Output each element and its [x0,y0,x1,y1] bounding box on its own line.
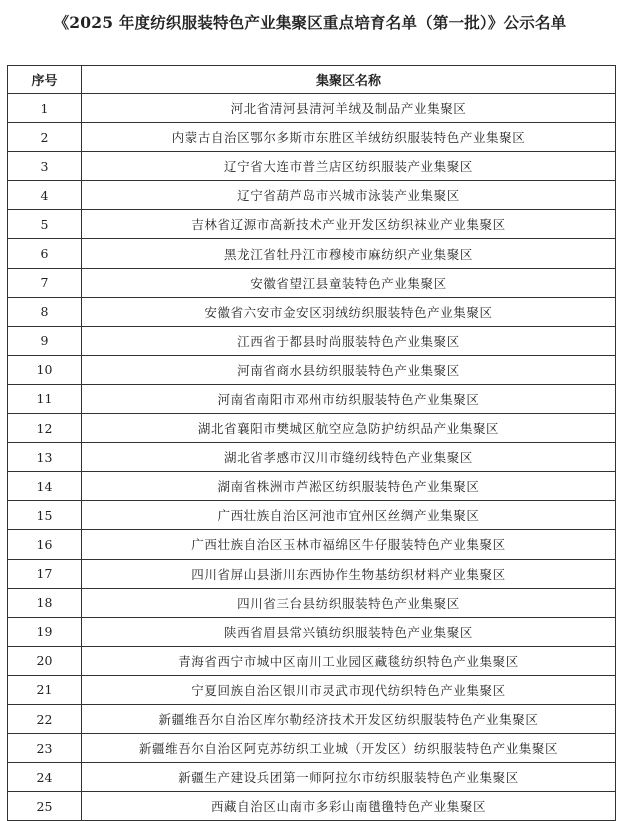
row-cluster-name: 吉林省辽源市高新技术产业开发区纺织袜业产业集聚区 [82,210,616,239]
row-cluster-name: 宁夏回族自治区银川市灵武市现代纺织特色产业集聚区 [82,675,616,704]
row-cluster-name: 黑龙江省牡丹江市穆棱市麻纺织产业集聚区 [82,239,616,268]
row-serial-number: 13 [8,443,82,472]
table-row [8,472,616,501]
row-cluster-name: 四川省屏山县浙川东西协作生物基纺织材料产业集聚区 [82,559,616,588]
header-cluster-name: 集聚区名称 [82,66,616,94]
row-cluster-name: 辽宁省大连市普兰店区纺织服装产业集聚区 [82,152,616,181]
row-serial-number: 19 [8,617,82,646]
row-serial-number: 22 [8,704,82,733]
row-cluster-name: 江西省于都县时尚服装特色产业集聚区 [82,326,616,355]
row-cluster-name: 安徽省望江县童装特色产业集聚区 [82,268,616,297]
document-title: 《2025 年度纺织服装特色产业集聚区重点培育名单（第一批）》公示名单 [53,13,567,32]
row-serial-number: 11 [8,384,82,413]
row-serial-number: 16 [8,530,82,559]
table-header-row [8,66,616,94]
row-serial-number: 10 [8,355,82,384]
row-serial-number: 5 [8,210,82,239]
row-cluster-name: 新疆维吾尔自治区库尔勒经济技术开发区纺织服装特色产业集聚区 [82,704,616,733]
table-row [8,501,616,530]
row-serial-number: 2 [8,123,82,152]
row-serial-number: 4 [8,181,82,210]
row-serial-number: 7 [8,268,82,297]
table-row [8,123,616,152]
row-serial-number: 17 [8,559,82,588]
table-row [8,559,616,588]
table-row [8,181,616,210]
row-cluster-name: 湖北省孝感市汉川市缝纫线特色产业集聚区 [82,443,616,472]
row-cluster-name: 广西壮族自治区玉林市福绵区牛仔服装特色产业集聚区 [82,530,616,559]
table-row [8,646,616,675]
table-row [8,734,616,763]
table-row [8,326,616,355]
table-row [8,297,616,326]
table-row [8,792,616,821]
row-serial-number: 1 [8,94,82,123]
row-serial-number: 24 [8,763,82,792]
row-serial-number: 25 [8,792,82,821]
table-row [8,617,616,646]
row-cluster-name: 河南省商水县纺织服装特色产业集聚区 [82,355,616,384]
row-cluster-name: 河南省南阳市邓州市纺织服装特色产业集聚区 [82,384,616,413]
table-row [8,94,616,123]
table-row [8,355,616,384]
table-row [8,704,616,733]
table-row [8,675,616,704]
row-serial-number: 21 [8,675,82,704]
row-cluster-name: 四川省三台县纺织服装特色产业集聚区 [82,588,616,617]
row-cluster-name: 湖北省襄阳市樊城区航空应急防护纺织品产业集聚区 [82,414,616,443]
table-row [8,210,616,239]
row-serial-number: 6 [8,239,82,268]
row-cluster-name: 新疆维吾尔自治区阿克苏纺织工业城（开发区）纺织服装特色产业集聚区 [82,734,616,763]
table-row [8,530,616,559]
table-row [8,239,616,268]
row-serial-number: 12 [8,414,82,443]
table-row [8,384,616,413]
row-cluster-name: 辽宁省葫芦岛市兴城市泳装产业集聚区 [82,181,616,210]
row-cluster-name: 河北省清河县清河羊绒及制品产业集聚区 [82,94,616,123]
row-cluster-name: 陕西省眉县常兴镇纺织服装特色产业集聚区 [82,617,616,646]
row-serial-number: 23 [8,734,82,763]
header-serial-number: 序号 [8,66,82,94]
row-cluster-name: 广西壮族自治区河池市宜州区丝绸产业集聚区 [82,501,616,530]
table-row [8,414,616,443]
row-cluster-name: 湖南省株洲市芦淞区纺织服装特色产业集聚区 [82,472,616,501]
table-row [8,152,616,181]
row-cluster-name: 新疆生产建设兵团第一师阿拉尔市纺织服装特色产业集聚区 [82,763,616,792]
row-serial-number: 14 [8,472,82,501]
row-serial-number: 8 [8,297,82,326]
cluster-list-table [7,65,616,821]
row-serial-number: 15 [8,501,82,530]
table-row [8,588,616,617]
row-serial-number: 9 [8,326,82,355]
table-row [8,443,616,472]
row-serial-number: 18 [8,588,82,617]
table-row [8,763,616,792]
row-cluster-name: 西藏自治区山南市多彩山南氆氇特色产业集聚区 [82,792,616,821]
row-cluster-name: 青海省西宁市城中区南川工业园区藏毯纺织特色产业集聚区 [82,646,616,675]
table-row [8,268,616,297]
row-serial-number: 20 [8,646,82,675]
row-serial-number: 3 [8,152,82,181]
row-cluster-name: 内蒙古自治区鄂尔多斯市东胜区羊绒纺织服装特色产业集聚区 [82,123,616,152]
row-cluster-name: 安徽省六安市金安区羽绒纺织服装特色产业集聚区 [82,297,616,326]
